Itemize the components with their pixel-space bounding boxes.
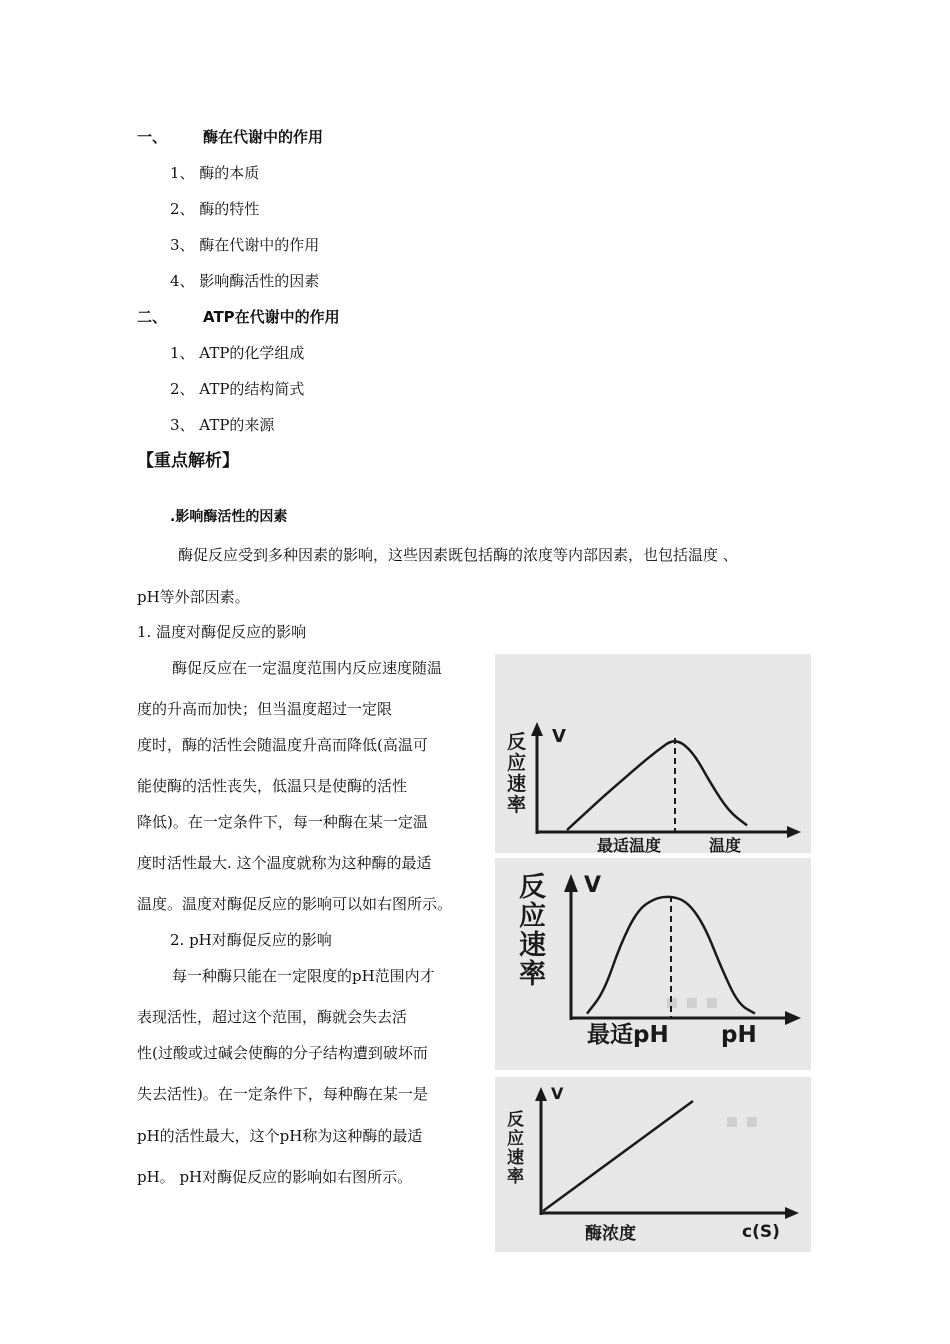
enzyme-line (543, 1101, 693, 1211)
x-axis-label: 温度 (709, 836, 742, 853)
y-label-char: 反 (507, 1110, 524, 1130)
x-axis-label: pH (721, 1022, 757, 1048)
section2-item: 1、 ATP的化学组成 (170, 344, 305, 362)
section1-item: 4、 影响酶活性的因素 (170, 272, 320, 290)
temp-paragraph-line: 温度。温度对酶促反应的影响可以如右图所示。 (137, 895, 453, 913)
temp-paragraph-line: 度时活性最大. 这个温度就称为这种酶的最适 (137, 854, 432, 872)
x-axis-arrow (785, 1207, 799, 1219)
ph-heading: 2. pH对酶促反应的影响 (170, 931, 332, 949)
section2-item: 2、 ATP的结构简式 (170, 380, 305, 398)
ph-paragraph-line: pH的活性最大，这个pH称为这种酶的最适 (137, 1127, 423, 1145)
y-symbol: V (551, 1084, 564, 1103)
y-label-char: 率 (507, 794, 527, 816)
y-label-char: 应 (519, 901, 546, 932)
analysis-heading: 【重点解析】 (137, 451, 239, 471)
ph-chart (495, 858, 811, 1070)
temperature-figure (495, 654, 811, 853)
y-label-char: 应 (507, 1129, 524, 1149)
x-axis-arrow (787, 826, 801, 838)
section2-num: 二、 (137, 308, 168, 326)
svg-text:▪ ▪: ▪ ▪ (725, 1108, 759, 1132)
y-label-char: 应 (507, 752, 527, 774)
temp-paragraph-line: 酶促反应在一定温度范围内反应速度随温 (172, 659, 443, 677)
section2-item: 3、 ATP的来源 (170, 416, 275, 434)
svg-text:▪ ▪ ▪: ▪ ▪ ▪ (665, 989, 719, 1013)
ph-paragraph-line: 每一种酶只能在一定限度的pH范围内才 (172, 967, 435, 985)
x-mark-label: 最适温度 (597, 836, 662, 853)
temp-paragraph-line: 度时，酶的活性会随温度升高而降低(高温可 (137, 736, 428, 754)
y-axis-arrow (531, 722, 543, 736)
temp-heading: 1. 温度对酶促反应的影响 (137, 623, 307, 641)
section1-item: 3、 酶在代谢中的作用 (170, 236, 320, 254)
section2-heading (137, 308, 340, 326)
temperature-curve (567, 741, 747, 830)
ph-paragraph-line: 失去活性)。在一定条件下，每种酶在某一是 (137, 1085, 428, 1103)
y-label-char: 反 (519, 872, 546, 903)
y-label-char: 反 (507, 731, 527, 753)
y-label-char: 速 (507, 1148, 524, 1168)
ph-paragraph-line: pH。 pH对酶促反应的影响如右图所示。 (137, 1168, 413, 1186)
y-label-char: 速 (507, 773, 527, 795)
y-label-char: 率 (519, 959, 546, 990)
section1-title: 酶在代谢中的作用 (203, 128, 324, 146)
section1-item: 2、 酶的特性 (170, 200, 260, 218)
temp-paragraph-line: 降低)。在一定条件下，每一种酶在某一定温 (137, 813, 428, 831)
y-axis-arrow (564, 874, 578, 892)
section1-num: 一、 (137, 128, 168, 146)
ph-paragraph-line: 性(过酸或过碱会使酶的分子结构遭到破坏而 (137, 1044, 428, 1062)
x-axis-note: c(S) (742, 1222, 780, 1242)
enzyme-chart (495, 1077, 811, 1252)
analysis-subheading: .影响酶活性的因素 (170, 509, 288, 525)
intro-line: pH等外部因素。 (137, 588, 250, 606)
section2-title: ATP在代谢中的作用 (203, 308, 340, 326)
x-mark-label: 最适pH (587, 1022, 669, 1048)
ph-figure (495, 858, 811, 1070)
intro-line: 酶促反应受到多种因素的影响，这些因素既包括酶的浓度等内部因素，也包括温度 、 (178, 546, 738, 564)
temperature-chart (495, 654, 811, 853)
section1-item: 1、 酶的本质 (170, 164, 260, 182)
y-label-char: 速 (519, 930, 546, 961)
x-axis-arrow (785, 1011, 801, 1025)
y-axis-arrow (535, 1087, 547, 1101)
y-symbol: V (552, 726, 566, 747)
y-label-char: 率 (507, 1167, 524, 1187)
section1-heading (137, 128, 323, 146)
temp-paragraph-line: 能使酶的活性丧失，低温只是使酶的活性 (137, 777, 408, 795)
x-axis-label: 酶浓度 (585, 1224, 636, 1244)
ph-paragraph-line: 表现活性，超过这个范围，酶就会失去活 (137, 1008, 408, 1026)
temp-paragraph-line: 度的升高而加快；但当温度超过一定限 (137, 700, 393, 718)
enzyme-figure (495, 1077, 811, 1252)
y-symbol: V (584, 873, 602, 898)
